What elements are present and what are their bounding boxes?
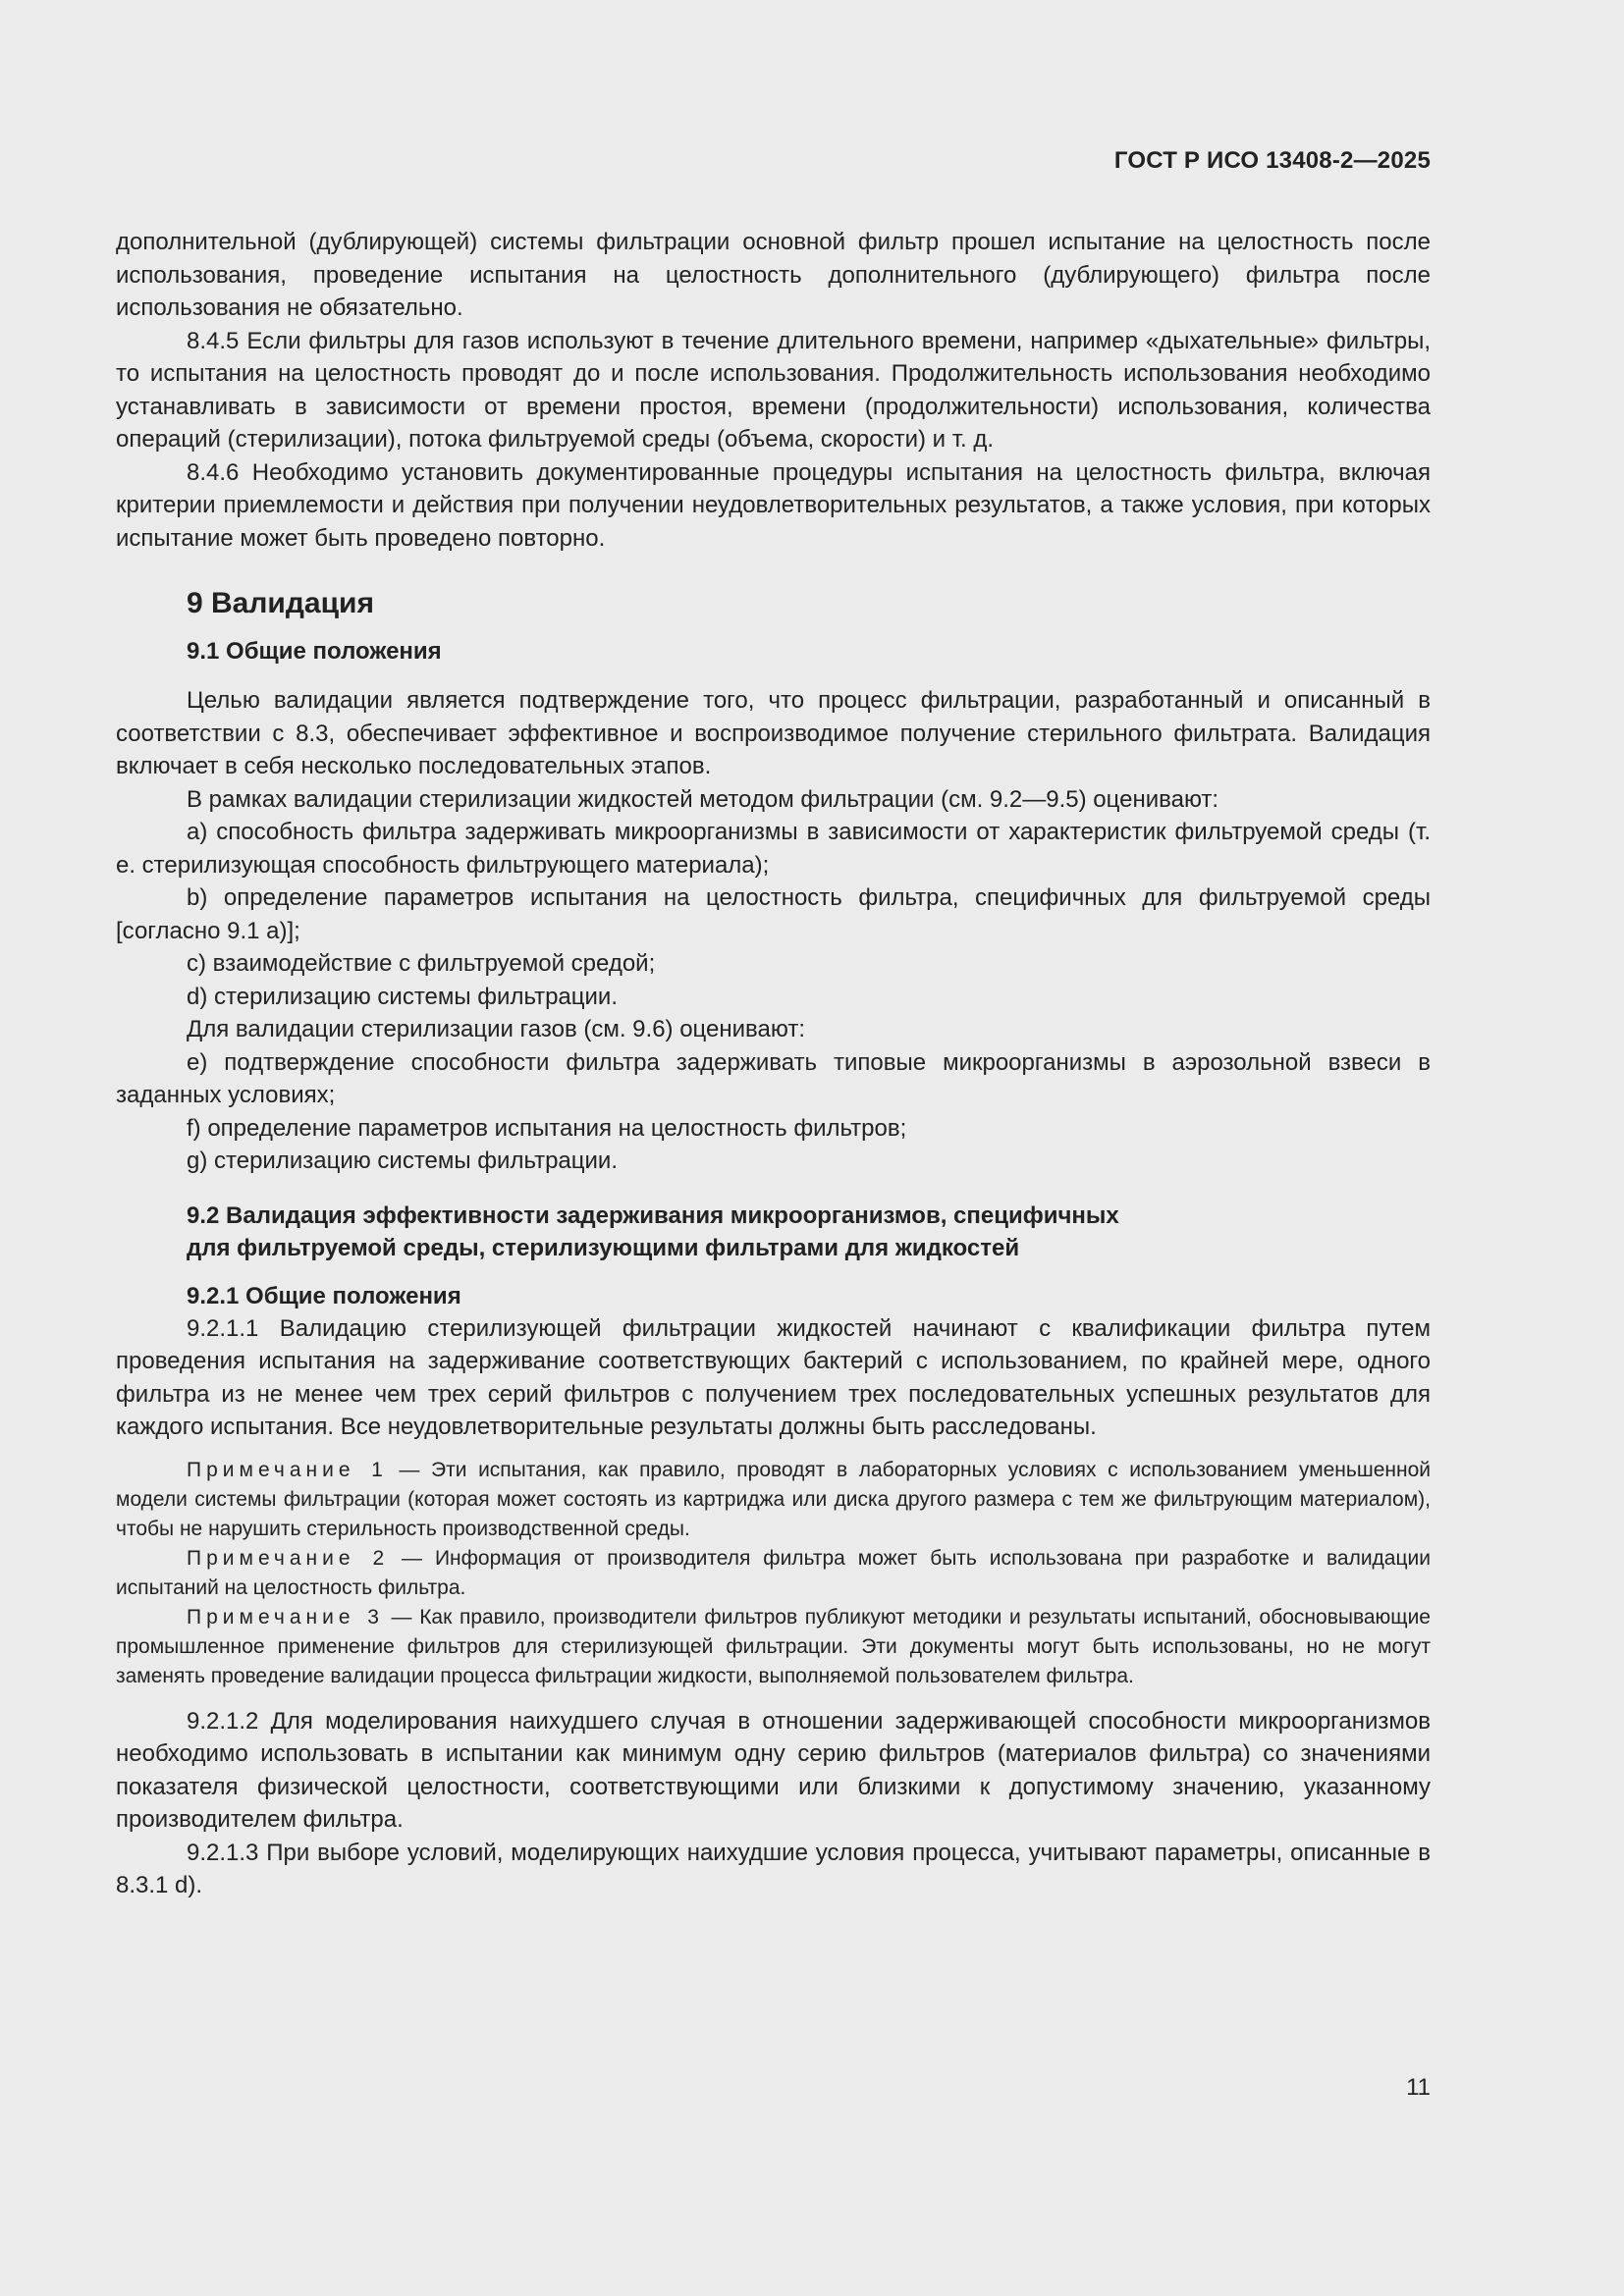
note-label: Примечание 1 [187, 1458, 388, 1481]
note-1 [116, 1456, 1431, 1544]
list-item-c: c) взаимодействие с фильтруемой средой; [187, 950, 656, 977]
list-item-f: f) определение параметров испытания на целостность фильтров; [187, 1114, 907, 1142]
subsection-9-2-heading-line-1: 9.2 Валидация эффективности задерживания микроорганизмов, специфичных [187, 1201, 1119, 1229]
list-item-a: a) способность фильтра задерживать микроорганизмы в зависимости от характеристик фильтруемой среды (т. е. стерилизующая способность фильтрующего материала); [116, 819, 1431, 879]
subsection-9-1-heading: 9.1 Общие положения [187, 638, 442, 665]
note-text: — Как правило, производители фильтров публикуют методики и результаты испытаний, обосновывающие промышленное применение фильтров для стерилизующей фильтрации. Эти документы могут быть использованы, но не могут заменять проведение валидации процесса фильтрации жидкости, выполняемой пользователем фильтра. [116, 1605, 1431, 1687]
document-header: ГОСТ Р ИСО 13408-2—2025 [1113, 147, 1431, 174]
note-3 [116, 1603, 1431, 1691]
paragraph-9-2-1-1: 9.2.1.1 Валидацию стерилизующей фильтрации жидкостей начинают с квалификации фильтра путем проведения испытания на задерживание соответствующих бактерий с использованием, по крайней мере, одного фильтра из не менее чем трех серий фильтров с получением трех последовательных успешных результатов для каждого испытания. Все неудовлетворительные результаты должны быть расследованы. [116, 1314, 1431, 1440]
paragraph-liquids-lead: В рамках валидации стерилизации жидкостей методом фильтрации (см. 9.2—9.5) оценивают: [187, 785, 1219, 813]
section-9-heading: 9 Валидация [187, 587, 374, 619]
paragraph-gases-lead: Для валидации стерилизации газов (см. 9.6) оценивают: [187, 1016, 805, 1042]
page-number: 11 [1406, 2074, 1431, 2101]
list-item-b: b) определение параметров испытания на целостность фильтра, специфичных для фильтруемой среды [согласно 9.1 а)]; [116, 884, 1431, 944]
paragraph-9-2-1-3: 9.2.1.3 При выборе условий, моделирующих наихудшие условия процесса, учитывают параметры, описанные в 8.3.1 d). [116, 1839, 1431, 1898]
note-text: — Информация от производителя фильтра может быть использована при разработке и валидации испытаний на целостность фильтра. [116, 1546, 1431, 1599]
paragraph-continuation: дополнительной (дублирующей) системы фильтрации основной фильтр прошел испытание на целостность после использования, проведение испытания на целостность дополнительного (дублирующего) фильтра после использования не обязательно. [116, 229, 1431, 321]
paragraph-8-4-6: 8.4.6 Необходимо установить документированные процедуры испытания на целостность фильтра, включая критерии приемлемости и действия при получении неудовлетворительных результатов, а также условия, при которых испытание может быть проведено повторно. [116, 458, 1431, 552]
notes-block [116, 1456, 1431, 1691]
note-label: Примечание 3 [187, 1605, 384, 1629]
note-label: Примечание 2 [187, 1546, 390, 1570]
subsection-9-2-heading [187, 1200, 1431, 1264]
note-2 [116, 1544, 1431, 1603]
subsection-9-2-heading-line-2: для фильтруемой среды, стерилизующими фильтрами для жидкостей [187, 1234, 1020, 1261]
list-item-e: e) подтверждение способности фильтра задерживать типовые микроорганизмы в аэрозольной взвеси в заданных условиях; [116, 1048, 1431, 1108]
document-body [116, 226, 1431, 1902]
paragraph-9-1-intro: Целью валидации является подтверждение того, что процесс фильтрации, разработанный и описанный в соответствии с 8.3, обеспечивает эффективное и воспроизводимое получение стерильного фильтрата. Валидация включает в себя несколько последовательных этапов. [116, 687, 1431, 779]
note-text: — Эти испытания, как правило, проводят в лабораторных условиях с использованием уменьшенной модели системы фильтрации (которая может состоять из картриджа или диска другого размера с тем же фильтрующим материалом), чтобы не нарушить стерильность производственной среды. [116, 1458, 1431, 1540]
paragraph-9-2-1-2: 9.2.1.2 Для моделирования наихудшего случая в отношении задерживающей способности микроорганизмов необходимо использовать в испытании как минимум одну серию фильтров (материалов фильтра) со значениями показателя физической целостности, соответствующими или близкими к допустимому значению, указанному производителем фильтра. [116, 1707, 1431, 1833]
subsection-9-2-1-heading: 9.2.1 Общие положения [187, 1282, 461, 1309]
list-item-g: g) стерилизацию системы фильтрации. [187, 1148, 619, 1174]
paragraph-8-4-5: 8.4.5 Если фильтры для газов используют в течение длительного времени, например «дыхательные» фильтры, то испытания на целостность проводят до и после использования. Продолжительность использования необходимо устанавливать в зависимости от времени простоя, времени (продолжительности) использования, количества операций (стерилизации), потока фильтруемой среды (объема, скорости) и т. д. [116, 327, 1431, 453]
list-item-d: d) стерилизацию системы фильтрации. [187, 983, 619, 1010]
